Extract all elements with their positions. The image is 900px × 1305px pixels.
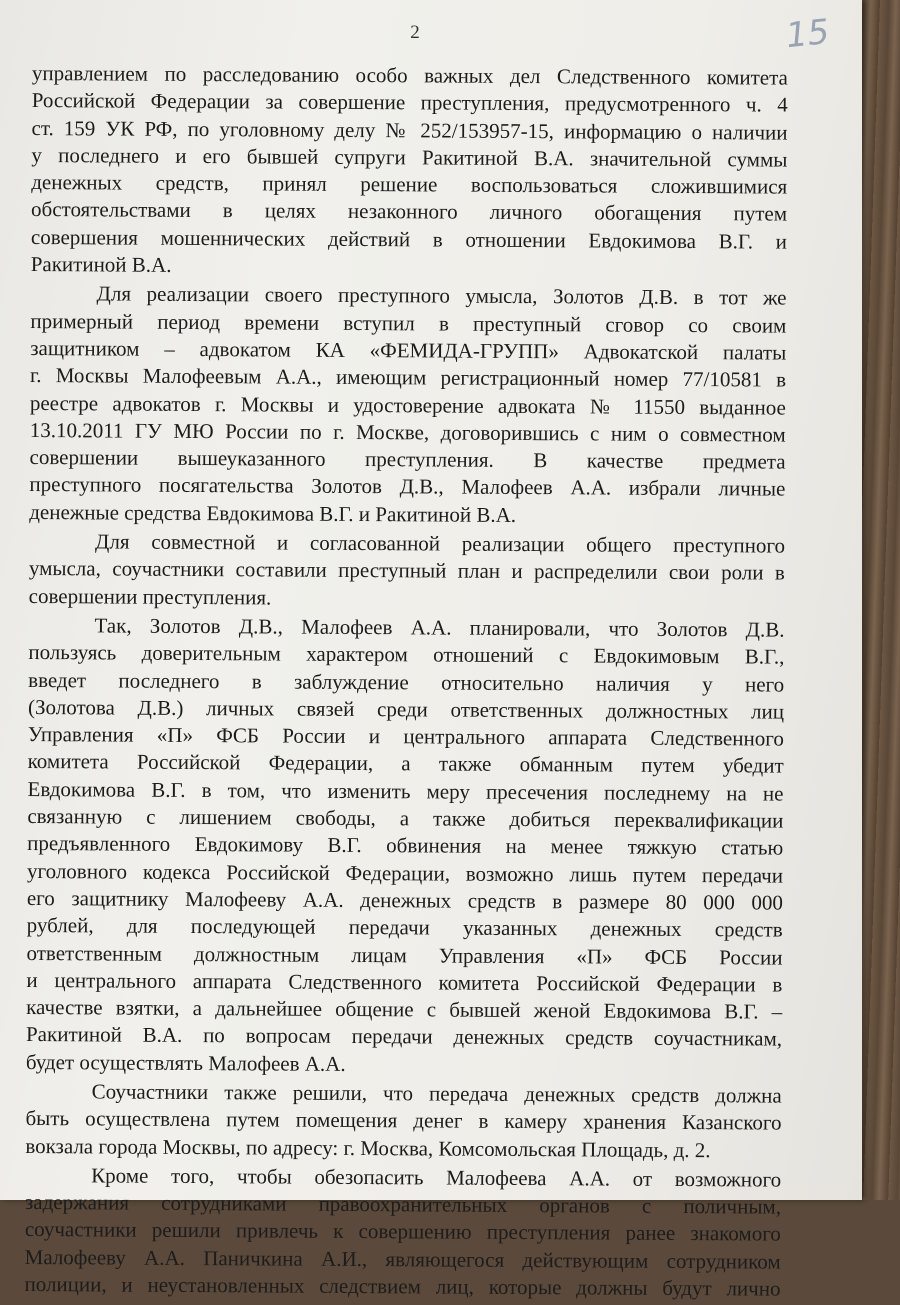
text-line: Соучастники также решили, что передача денежных средств должна [91,1079,782,1108]
text-line: и центрального аппарата Следственного комитета Российской Федерации в [26,967,783,997]
text-line: его защитнику Малофееву А.А. денежных средств в размере 80 000 000 [26,885,783,915]
text-line: Управления «П» ФСБ России и центрального аппарата Следственного [27,722,784,751]
text-line: Кроме того, чтобы обезопасить Малофеева А.А. от возможного [91,1163,782,1192]
paragraph [29,280,786,530]
text-line: Российской Федерации за совершение преступления, предусмотренного ч. 4 [31,88,788,117]
text-line: примерный период времени вступил в преступный сговор со своим [30,308,787,338]
handwritten-sheet-number: 15 [784,11,832,57]
text-line: Для совместной и согласованной реализации общего преступного [94,529,786,558]
text-line: Ракитиной В.А. [30,252,172,277]
paragraph [29,528,785,615]
text-line: совершении преступления. [28,583,272,610]
document-body [24,60,788,1305]
text-line: реестре адвокатов г. Москвы и удостоверение адвоката № 11550 выданное [29,390,786,420]
text-line: уголовного кодекса Российской Федерации, возможно лишь путем передачи [26,858,784,888]
text-line: Так, Золотов Д.В., Малофеев А.А. планировали, что Золотов Д.В. [94,613,785,642]
text-line: Ракитиной В.А. по вопросам передачи денежных средств соучастникам, [25,1022,783,1051]
text-line: полиции, и неустановленных следствием лиц, которые должны будут лично [24,1272,781,1301]
paragraph [24,1162,781,1303]
text-line: ответственным должностным лицам Управления «П» ФСБ России [26,940,783,970]
text-line: связанную с лишением свободы, а также добиться переквалификации [27,804,784,833]
text-line: (Золотова Д.В.) личных связей среди ответственных должностных лиц [27,694,785,724]
text-line: Евдокимова В.Г. в том, что изменить меру пресечения последнему на не [27,776,784,806]
text-line: управлением по расследованию особо важных дел Следственного комитета [31,60,788,90]
text-line: совершения мошеннических действий в отношении Евдокимова В.Г. и [30,224,787,254]
text-line: комитета Российской Федерации, а также обманным путем убедит [27,749,784,779]
text-line: соучастники решили привлечь к совершению преступления ранее знакомого [24,1217,781,1247]
text-line: г. Москвы Малофеевым А.А., имеющим регистрационный номер 77/10581 в [30,363,787,392]
text-line: денежные средства Евдокимова В.Г. и Ракитиной В.А. [29,499,517,527]
text-line: будет осуществлять Малофеев А.А. [25,1049,346,1076]
text-line: предъявленного Евдокимову В.Г. обвинения на менее тяжкую статью [27,831,784,860]
text-line: пользуясь доверительным характером отношений с Евдокимовым В.Г., [28,640,785,669]
text-line: быть осуществлена путем помещения денег в камеру хранения Казанского [25,1106,782,1135]
text-line: преступного посягательства Золотов Д.В., Малофеев А.А. избрали личные [29,472,786,502]
text-line: Для реализации своего преступного умысла, Золотов Д.В. в тот же [96,281,787,310]
paragraph [25,1078,781,1165]
text-line: введет последнего в заблуждение относительно наличия у него [28,667,785,697]
text-line: Малофееву А.А. Паничкина А.И., являющегося действующим сотрудником [24,1244,781,1274]
text-line: вокзала города Москвы, по адресу: г. Москва, Комсомольская Площадь, д. 2. [25,1133,711,1162]
text-line: защитником – адвокатом КА «ФЕМИДА-ГРУПП» Адвокатской палаты [30,335,787,365]
text-line: качестве взятки, а дальнейшее общение с бывшей женой Евдокимова В.Г. – [26,995,783,1024]
text-line: денежных средств, принял решение воспользоваться сложившимися [31,170,788,199]
text-line: совершении вышеуказанного преступления. В качестве предмета [29,445,786,474]
paragraph [26,612,785,1081]
text-line: 13.10.2011 ГУ МЮ России по г. Москве, договорившись с ним о совместном [29,417,786,447]
page-number: 2 [410,22,420,43]
text-line: у последнего и его бывшей супруги Ракитиной В.А. значительной суммы [31,142,788,172]
text-line: обстоятельствами в целях незаконного личного обогащения путем [31,197,788,227]
text-line: ст. 159 УК РФ, по уголовному делу № 252/153957-15, информацию о наличии [31,115,788,145]
text-line: умысла, соучастники составили преступный план и распределили свои роли в [28,556,785,585]
text-line: задержания сотрудниками правоохранительных органов с поличным, [24,1190,782,1219]
text-line: рублей, для последующей передачи указанных денежных средств [26,913,783,942]
paragraph [31,60,788,283]
